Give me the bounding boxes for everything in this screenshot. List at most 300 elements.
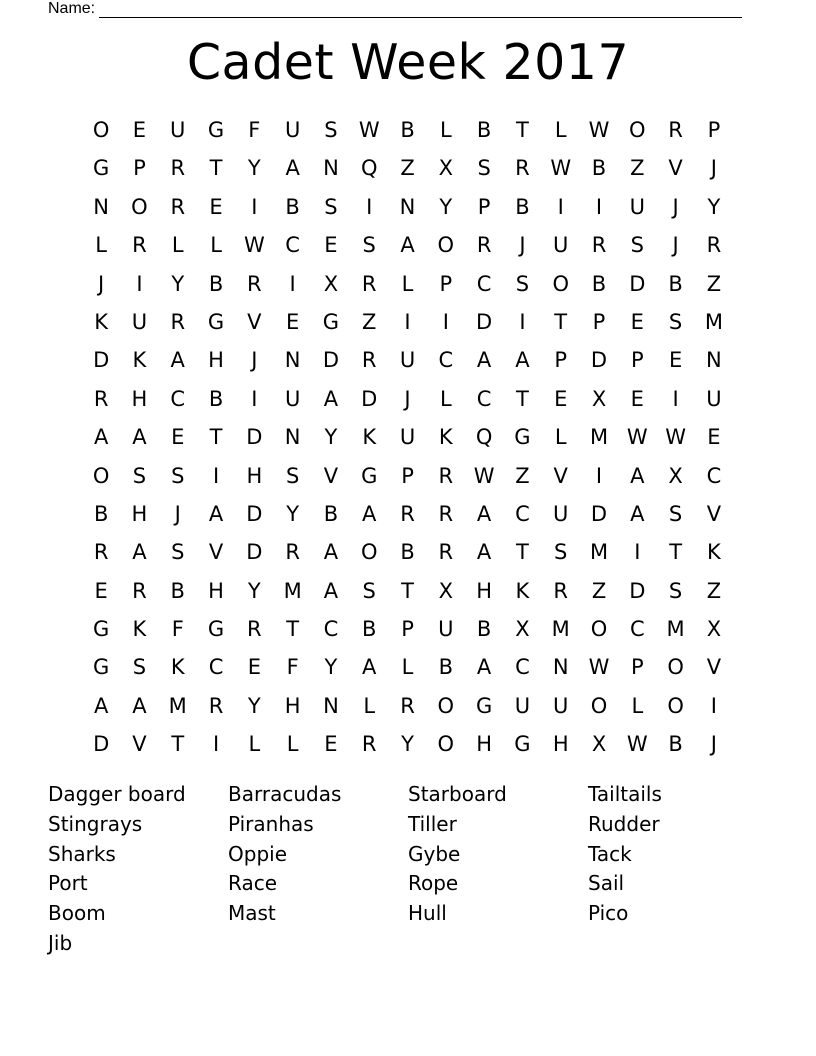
grid-cell: U (553, 501, 569, 526)
grid-cell: B (400, 540, 415, 565)
grid-cell: W (665, 425, 686, 450)
grid-cell: A (515, 348, 530, 373)
grid-cell: U (284, 386, 301, 411)
word-list-item: Jib (48, 930, 73, 955)
grid-cell: H (131, 386, 148, 411)
grid-cell: D (629, 578, 646, 603)
grid-cell: R (361, 732, 377, 757)
grid-cell: P (439, 271, 453, 296)
grid-cell: I (404, 309, 411, 334)
grid-cell: J (672, 233, 679, 258)
grid-cell: B (323, 501, 339, 526)
grid-cell: S (515, 271, 530, 296)
word-list-item: Tack (588, 841, 632, 866)
grid-cell: R (247, 617, 262, 642)
grid-cell: C (476, 386, 492, 411)
grid-cell: D (246, 501, 263, 526)
grid-cell: E (247, 655, 261, 680)
grid-cell: I (251, 386, 258, 411)
grid-cell: K (170, 655, 185, 680)
grid-cell: I (289, 271, 296, 296)
grid-cell: H (476, 732, 493, 757)
grid-cell: I (136, 271, 143, 296)
grid-cell: Z (630, 156, 645, 181)
grid-cell: R (361, 348, 377, 373)
grid-cell: E (209, 194, 223, 219)
grid-cell: X (591, 732, 607, 757)
word-list-item: Gybe (408, 841, 461, 866)
grid-cell: X (323, 271, 339, 296)
grid-cell: O (437, 732, 455, 757)
grid-cell: B (591, 271, 607, 296)
grid-cell: M (589, 425, 609, 450)
grid-cell: C (706, 463, 722, 488)
grid-cell: B (208, 271, 224, 296)
grid-cell: N (284, 425, 301, 450)
name-field (48, 0, 742, 18)
grid-cell: R (361, 271, 377, 296)
grid-cell: L (439, 118, 452, 142)
grid-cell: N (552, 655, 569, 680)
grid-cell: S (171, 463, 185, 488)
grid-cell: A (93, 693, 109, 718)
grid-cell: I (595, 463, 603, 488)
grid-cell: R (93, 386, 109, 411)
grid-cell: G (93, 655, 110, 680)
grid-cell: S (554, 540, 568, 565)
grid-cell: N (323, 693, 339, 718)
word-list-item: Sharks (48, 841, 116, 866)
grid-cell: E (324, 233, 338, 258)
grid-cell: A (132, 425, 147, 450)
grid-cell: R (438, 540, 454, 565)
grid-cell: R (285, 540, 300, 565)
grid-cell: I (710, 693, 717, 718)
grid-cell: Y (247, 578, 261, 603)
grid-cell: S (324, 118, 338, 142)
grid-cell: S (171, 540, 185, 565)
grid-cell: T (516, 540, 529, 565)
grid-cell: R (591, 233, 607, 258)
grid-cell: D (93, 348, 110, 373)
grid-cell: O (667, 693, 684, 718)
grid-cell: A (323, 540, 339, 565)
grid-cell: I (366, 194, 373, 219)
grid-cell: A (630, 463, 645, 488)
grid-cell: Z (362, 309, 377, 334)
grid-cell: N (93, 194, 109, 219)
grid-cell: B (476, 617, 492, 642)
grid-cell: Z (515, 463, 530, 488)
grid-cell: E (324, 732, 338, 757)
grid-cell: C (438, 348, 454, 373)
grid-cell: T (286, 617, 300, 642)
grid-cell: I (519, 309, 526, 334)
grid-cell: S (477, 156, 491, 181)
grid-cell: L (401, 271, 414, 296)
grid-cell: V (706, 501, 722, 526)
grid-cell: B (476, 118, 492, 142)
grid-cell: E (285, 309, 300, 334)
grid-cell: B (668, 732, 683, 757)
grid-cell: U (399, 425, 416, 450)
grid-cell: Z (400, 156, 415, 181)
grid-cell: E (171, 425, 185, 450)
grid-cell: B (668, 271, 683, 296)
grid-cell: X (438, 156, 454, 181)
grid-cell: U (553, 693, 569, 718)
grid-cell: D (361, 386, 378, 411)
grid-cell: R (132, 233, 147, 258)
grid-cell: R (247, 271, 262, 296)
grid-cell: O (437, 693, 455, 718)
grid-cell: P (477, 194, 491, 219)
grid-cell: D (590, 348, 608, 373)
grid-cell: E (630, 386, 644, 411)
grid-cell: U (514, 693, 531, 718)
grid-cell: R (438, 501, 454, 526)
grid-cell: L (171, 233, 184, 258)
grid-cell: K (707, 540, 721, 565)
grid-cell: H (552, 732, 569, 757)
grid-cell: D (629, 271, 646, 296)
grid-cell: J (710, 156, 717, 181)
word-list-item: Tailtails (588, 782, 662, 806)
grid-cell: A (285, 156, 300, 181)
grid-cell: C (170, 386, 186, 411)
grid-cell: U (629, 194, 645, 219)
grid-cell: A (630, 501, 645, 526)
grid-cell: M (704, 309, 723, 334)
grid-cell: V (247, 309, 262, 334)
grid-cell: L (439, 386, 452, 411)
name-underline (99, 3, 742, 18)
grid-cell: J (672, 194, 679, 219)
grid-cell: B (362, 617, 377, 642)
grid-cell: R (170, 156, 186, 181)
grid-cell: P (630, 348, 644, 373)
grid-cell: T (401, 578, 414, 603)
grid-cell: P (401, 463, 414, 488)
grid-cell: V (323, 463, 339, 488)
grid-cell: D (322, 348, 340, 373)
grid-cell: L (248, 732, 261, 757)
grid-cell: I (442, 309, 449, 334)
grid-cell: J (404, 386, 411, 411)
grid-cell: B (515, 194, 530, 219)
grid-cell: A (476, 348, 492, 373)
letter-grid (82, 111, 733, 764)
word-list-item: Port (48, 871, 88, 896)
grid-cell: G (514, 732, 531, 757)
grid-cell: O (590, 693, 608, 718)
grid-cell: Y (247, 693, 261, 718)
grid-cell: G (207, 309, 225, 334)
word-list-item: Stingrays (48, 811, 143, 836)
grid-cell: T (209, 425, 223, 450)
grid-cell: S (668, 501, 683, 526)
grid-cell: C (285, 233, 300, 258)
grid-cell: R (476, 233, 492, 258)
grid-cell: I (557, 194, 564, 219)
grid-cell: O (590, 617, 608, 642)
grid-cell: X (591, 386, 607, 411)
grid-cell: P (401, 617, 414, 642)
grid-cell: Y (439, 194, 453, 219)
grid-cell: R (400, 693, 415, 718)
grid-cell: E (132, 118, 147, 142)
grid-cell: B (93, 501, 109, 526)
grid-cell: R (132, 578, 147, 603)
grid-cell: A (93, 425, 109, 450)
grid-cell: T (516, 118, 529, 142)
grid-cell: K (132, 617, 147, 642)
grid-cell: R (400, 501, 415, 526)
grid-cell: A (476, 501, 492, 526)
grid-cell: D (246, 540, 263, 565)
grid-cell: L (554, 425, 567, 450)
grid-cell: J (519, 233, 526, 258)
grid-cell: R (170, 309, 186, 334)
grid-cell: H (284, 693, 301, 718)
grid-cell: T (554, 309, 568, 334)
grid-cell: Q (360, 156, 378, 181)
grid-cell: O (437, 233, 455, 258)
grid-cell: N (706, 348, 722, 373)
grid-cell: O (667, 655, 684, 680)
grid-cell: C (208, 655, 224, 680)
word-list (48, 780, 768, 959)
grid-cell: C (323, 617, 339, 642)
grid-cell: J (710, 732, 717, 757)
grid-cell: Y (324, 425, 338, 450)
grid-cell: B (208, 386, 224, 411)
grid-cell: Y (324, 655, 338, 680)
grid-cell: S (668, 578, 683, 603)
grid-cell: I (634, 540, 641, 565)
grid-cell: E (668, 348, 683, 373)
grid-cell: W (243, 233, 265, 258)
grid-cell: D (476, 309, 493, 334)
grid-cell: P (592, 309, 606, 334)
grid-cell: X (668, 463, 683, 488)
grid-cell: G (514, 425, 531, 450)
word-list-item: Barracudas (228, 782, 342, 806)
grid-cell: R (438, 463, 454, 488)
grid-cell: U (131, 309, 148, 334)
grid-cell: G (361, 463, 378, 488)
grid-cell: W (588, 118, 610, 142)
grid-cell: M (551, 617, 570, 642)
grid-cell: J (251, 348, 258, 373)
grid-cell: X (515, 617, 530, 642)
grid-cell: I (251, 194, 258, 219)
grid-cell: X (438, 578, 454, 603)
grid-cell: W (588, 655, 610, 680)
grid-cell: R (706, 233, 722, 258)
grid-cell: N (284, 348, 301, 373)
grid-cell: U (284, 118, 301, 142)
grid-cell: P (630, 655, 644, 680)
grid-cell: O (629, 118, 646, 142)
grid-cell: K (362, 425, 377, 450)
grid-cell: A (323, 578, 339, 603)
grid-cell: W (358, 118, 380, 142)
grid-cell: R (668, 118, 683, 142)
grid-cell: C (629, 617, 645, 642)
grid-cell: P (133, 156, 146, 181)
grid-cell: O (92, 118, 110, 142)
grid-cell: O (92, 463, 110, 488)
grid-cell: U (399, 348, 416, 373)
grid-cell: A (476, 540, 492, 565)
grid-cell: A (170, 348, 185, 373)
grid-cell: S (630, 233, 644, 258)
word-list-item: Hull (408, 901, 447, 926)
grid-cell: S (668, 309, 683, 334)
word-list-item: Pico (588, 901, 629, 926)
word-list-item: Oppie (228, 841, 287, 866)
grid-cell: V (668, 156, 683, 181)
grid-cell: U (170, 118, 186, 142)
grid-cell: R (170, 194, 186, 219)
grid-cell: H (208, 578, 224, 603)
grid-cell: Y (286, 501, 300, 526)
grid-cell: S (362, 578, 376, 603)
word-list-item: Dagger board (48, 782, 186, 806)
grid-cell: S (285, 463, 300, 488)
grid-cell: A (400, 233, 415, 258)
grid-cell: E (94, 578, 108, 603)
grid-cell: O (552, 271, 569, 296)
grid-cell: D (590, 501, 608, 526)
grid-cell: G (322, 309, 340, 334)
grid-cell: B (591, 156, 607, 181)
grid-cell: B (438, 655, 454, 680)
grid-cell: O (360, 540, 378, 565)
grid-cell: C (515, 655, 530, 680)
grid-cell: A (323, 386, 339, 411)
grid-cell: G (475, 693, 493, 718)
grid-cell: L (401, 655, 414, 680)
grid-cell: L (363, 693, 376, 718)
grid-cell: F (248, 118, 261, 142)
grid-cell: L (631, 693, 644, 718)
grid-cell: Y (401, 732, 414, 757)
grid-cell: O (131, 194, 148, 219)
word-list-item: Tiller (408, 811, 457, 836)
name-label: Name: (48, 0, 96, 17)
grid-cell: I (672, 386, 679, 411)
grid-cell: K (438, 425, 453, 450)
grid-cell: H (208, 348, 224, 373)
grid-cell: Y (247, 156, 261, 181)
grid-cell: X (706, 617, 722, 642)
grid-cell: J (98, 271, 105, 296)
grid-cell: A (476, 655, 492, 680)
grid-cell: A (132, 693, 147, 718)
grid-cell: W (473, 463, 495, 488)
grid-cell: M (589, 540, 609, 565)
grid-cell: E (707, 425, 721, 450)
grid-cell: C (476, 271, 492, 296)
grid-cell: F (286, 655, 299, 680)
grid-cell: K (94, 309, 109, 334)
grid-cell: G (207, 118, 225, 142)
grid-cell: Y (707, 194, 721, 219)
word-list-item: Sail (588, 871, 625, 896)
grid-cell: B (285, 194, 300, 219)
grid-cell: G (93, 617, 110, 642)
grid-cell: T (171, 732, 185, 757)
grid-cell: M (666, 617, 685, 642)
grid-cell: S (132, 463, 147, 488)
grid-cell: T (669, 540, 683, 565)
grid-cell: Z (706, 271, 722, 296)
grid-cell: Z (591, 578, 607, 603)
grid-cell: N (399, 194, 416, 219)
grid-cell: T (516, 386, 529, 411)
grid-cell: I (212, 463, 220, 488)
grid-cell: L (286, 732, 299, 757)
grid-cell: I (595, 194, 603, 219)
grid-cell: Z (706, 578, 722, 603)
word-list-item: Rope (408, 871, 459, 896)
grid-cell: W (626, 425, 648, 450)
grid-cell: P (707, 118, 721, 142)
word-list-item: Race (228, 871, 278, 896)
grid-cell: U (438, 617, 454, 642)
grid-cell: D (93, 732, 110, 757)
grid-cell: R (515, 156, 530, 181)
grid-cell: K (132, 348, 147, 373)
grid-cell: K (515, 578, 530, 603)
grid-cell: C (515, 501, 530, 526)
grid-cell: S (362, 233, 376, 258)
grid-cell: R (208, 693, 224, 718)
grid-cell: R (553, 578, 568, 603)
grid-cell: A (362, 501, 377, 526)
grid-cell: J (174, 501, 181, 526)
word-list-item: Mast (228, 901, 276, 926)
grid-cell: U (553, 233, 569, 258)
grid-cell: G (93, 156, 110, 181)
grid-cell: V (132, 732, 147, 757)
grid-cell: L (554, 118, 567, 142)
grid-cell: F (171, 617, 184, 642)
grid-cell: M (168, 693, 187, 718)
grid-cell: V (553, 463, 568, 488)
grid-cell: A (208, 501, 224, 526)
grid-cell: H (131, 501, 148, 526)
grid-cell: T (209, 156, 223, 181)
grid-cell: H (476, 578, 493, 603)
grid-cell: E (630, 309, 644, 334)
grid-cell: Q (475, 425, 493, 450)
grid-cell: Y (171, 271, 185, 296)
grid-cell: V (706, 655, 722, 680)
grid-cell: S (324, 194, 338, 219)
grid-cell: G (207, 617, 225, 642)
grid-cell: L (95, 233, 107, 258)
word-list-item: Starboard (408, 782, 507, 806)
grid-cell: E (554, 386, 568, 411)
word-list-item: Piranhas (228, 811, 314, 836)
grid-cell: A (362, 655, 377, 680)
grid-cell: W (550, 156, 572, 181)
grid-cell: S (132, 655, 147, 680)
grid-cell: H (246, 463, 263, 488)
